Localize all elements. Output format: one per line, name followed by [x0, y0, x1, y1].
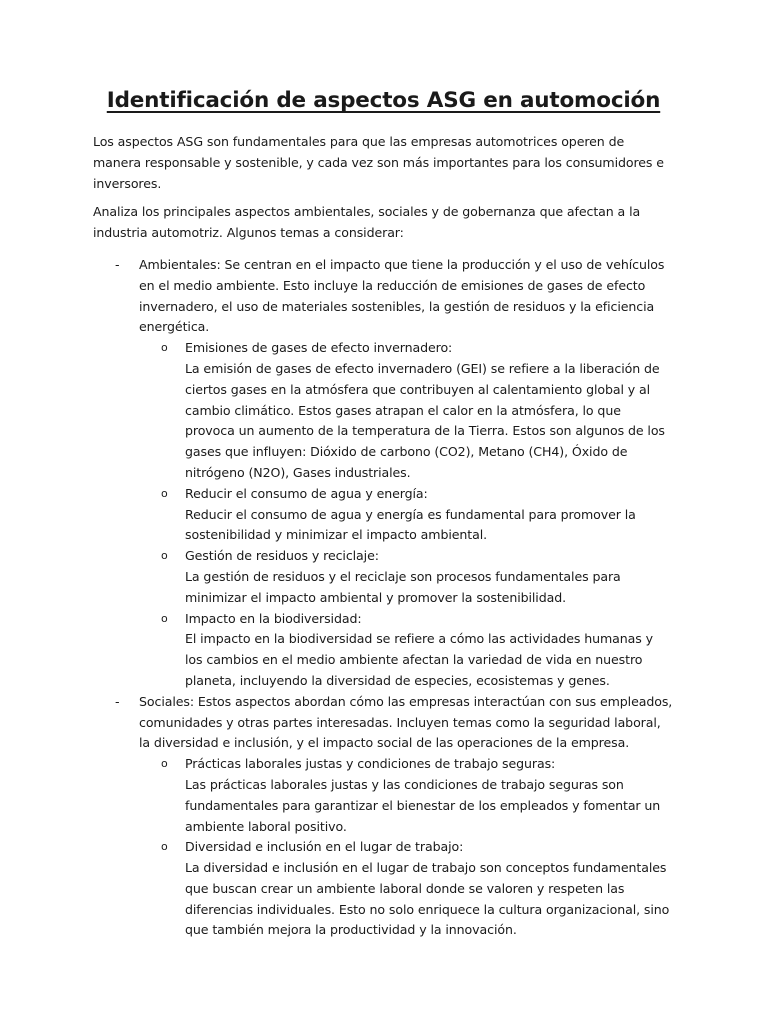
circle-bullet: o [161, 486, 168, 500]
circle-bullet: o [161, 757, 168, 771]
circle-bullet: o [161, 840, 168, 854]
subitem-title: Emisiones de gases de efecto invernadero: [185, 340, 453, 356]
subitem-description: Las prácticas laborales justas y las condiciones de trabajo seguras son fundamentales para garantizar el bienestar de los empleados y fomentar un ambiente laboral positivo. [185, 776, 661, 834]
sublist-item [139, 837, 674, 941]
circle-bullet: o [161, 549, 168, 563]
subitem-title: Reducir el consumo de agua y energía: [185, 485, 428, 501]
circle-bullet: o [161, 341, 168, 355]
intro-paragraph: Los aspectos ASG son fundamentales para que las empresas automotrices operen de manera responsable y sostenible, y cada vez son más importantes para los consumidores e inversores. [93, 134, 664, 191]
dash-bullet: - [115, 693, 120, 709]
sublist-item [139, 609, 674, 692]
sublist-ambientales [139, 338, 674, 692]
sublist-sociales [139, 754, 674, 941]
sublist-item [139, 546, 674, 608]
subitem-title: Gestión de residuos y reciclaje: [185, 548, 379, 564]
list-item-sociales [93, 692, 674, 942]
subitem-title: Prácticas laborales justas y condiciones de trabajo seguras: [185, 756, 556, 772]
section-text: Ambientales: Se centran en el impacto que tiene la producción y el uso de vehículos en el medio ambiente. Esto incluye la reducción de emisiones de gases de efecto invernadero, el uso de materiales sostenibles, la gestión de residuos y la eficiencia energética. [139, 256, 665, 335]
sublist-item [139, 754, 674, 837]
subitem-description: La diversidad e inclusión en el lugar de trabajo son conceptos fundamentales que buscan crear un ambiente laboral donde se valoren y respeten las diferencias individuales. Esto no solo enriquece la cultura organizacional, sino que también mejora la productividad y la innovación. [185, 860, 670, 938]
sublist-item [139, 338, 674, 484]
sublist-item [139, 484, 674, 546]
section-text: Sociales: Estos aspectos abordan cómo las empresas interactúan con sus empleados, comunidades y otras partes interesadas. Incluyen temas como la seguridad laboral, la diversidad e inclusión, y el impacto social de las operaciones de la empresa. [139, 693, 673, 751]
dash-bullet: - [115, 256, 120, 272]
list-item-ambientales [93, 255, 674, 692]
aspects-list [93, 255, 674, 941]
circle-bullet: o [161, 611, 168, 625]
subitem-description: El impacto en la biodiversidad se refiere a cómo las actividades humanas y los cambios en el medio ambiente afectan la variedad de vida en nuestro planeta, incluyendo la diversidad de especies, ecosistemas y genes. [185, 631, 654, 688]
subitem-title: Diversidad e inclusión en el lugar de trabajo: [185, 839, 464, 855]
instruction-paragraph: Analiza los principales aspectos ambientales, sociales y de gobernanza que afectan a la industria automotriz. Algunos temas a considerar: [93, 204, 641, 241]
subitem-description: La emisión de gases de efecto invernadero (GEI) se refiere a la liberación de ciertos gases en la atmósfera que contribuyen al calentamiento global y al cambio climático. Estos gases atrapan el calor en la atmósfera, lo que provoca un aumento de la temperatura de la Tierra. Estos son algunos de los gases que influyen: Dióxido de carbono (CO2), Metano (CH4), Óxido de nitrógeno (N2O), Gases industriales. [185, 360, 665, 480]
subitem-description: La gestión de residuos y el reciclaje son procesos fundamentales para minimizar el impacto ambiental y promover la sostenibilidad. [185, 568, 621, 605]
subitem-title: Impacto en la biodiversidad: [185, 610, 362, 626]
subitem-description: Reducir el consumo de agua y energía es fundamental para promover la sostenibilidad y minimizar el impacto ambiental. [185, 506, 636, 543]
document-title: Identificación de aspectos ASG en automoción [106, 88, 661, 113]
